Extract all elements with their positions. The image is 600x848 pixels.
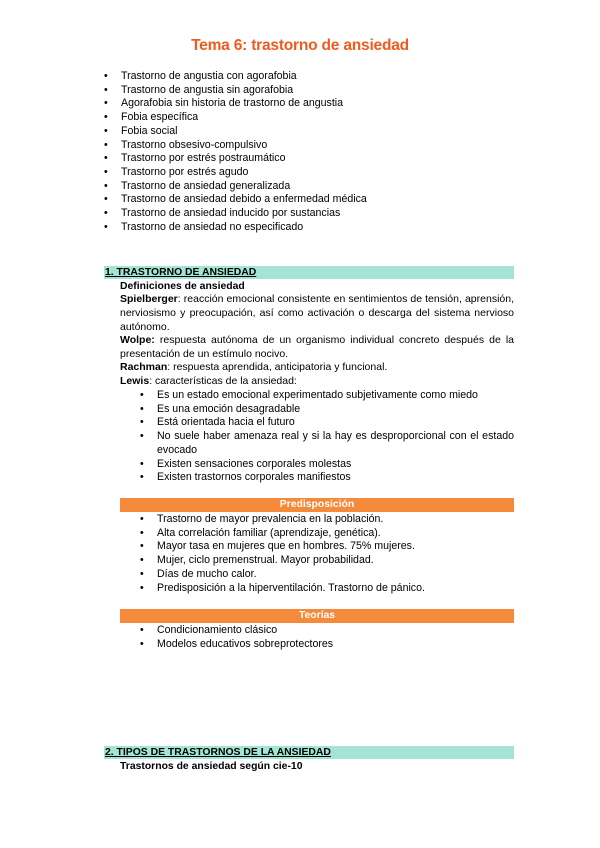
list-item: • Trastorno obsesivo-compulsivo: [104, 139, 367, 153]
wolpe-text: respuesta autónoma de un organismo individual concreto después de la presentación de un estímulo nocivo.: [120, 334, 514, 360]
list-item: • Alta correlación familiar (aprendizaje, genética).: [140, 527, 514, 541]
list-item: • Mujer, ciclo premenstrual. Mayor probabilidad.: [140, 554, 514, 568]
spielberger-text: : reacción emocional consistente en sentimientos de tensión, aprensión, nerviosismo y preocupación, así como activación o descarga del sistema nervioso autónomo.: [120, 293, 514, 333]
list-item: • No suele haber amenaza real y si la hay es desproporcional con el estado evocado: [140, 430, 514, 457]
list-item: • Existen sensaciones corporales molestas: [140, 458, 514, 472]
list-item: • Trastorno de angustia con agorafobia: [104, 70, 367, 84]
lewis-text: : características de la ansiedad:: [149, 375, 297, 387]
section-2-heading-text: 2. TIPOS DE TRASTORNOS DE LA ANSIEDAD: [105, 747, 331, 758]
section-1-heading-text: 1. TRASTORNO DE ANSIEDAD: [105, 267, 257, 278]
cie10-subheading: Trastornos de ansiedad según cie-10: [120, 761, 303, 772]
predisposicion-list: [140, 513, 514, 595]
definitions-subheading: Definiciones de ansiedad: [120, 281, 245, 292]
section-1-heading: [104, 266, 514, 279]
spielberger-name: Spielberger: [120, 293, 178, 305]
list-item: • Trastorno de ansiedad no especificado: [104, 221, 367, 235]
disorder-list: [104, 70, 367, 234]
wolpe-name: Wolpe:: [120, 334, 155, 346]
list-item: • Trastorno de ansiedad debido a enfermedad médica: [104, 193, 367, 207]
list-item: • Está orientada hacia el futuro: [140, 416, 514, 430]
lewis-characteristics-list: [140, 389, 514, 485]
page-title: Tema 6: trastorno de ansiedad: [191, 37, 409, 54]
teorias-heading: Teorías: [120, 609, 514, 623]
list-item: • Trastorno de angustia sin agorafobia: [104, 84, 367, 98]
list-item: • Fobia específica: [104, 111, 367, 125]
list-item: • Trastorno por estrés postraumático: [104, 152, 367, 166]
list-item: • Fobia social: [104, 125, 367, 139]
list-item: • Trastorno de mayor prevalencia en la población.: [140, 513, 514, 527]
teorias-list: [140, 624, 514, 651]
list-item: • Es un estado emocional experimentado subjetivamente como miedo: [140, 389, 514, 403]
spielberger-definition: [120, 293, 514, 334]
list-item: • Trastorno de ansiedad generalizada: [104, 180, 367, 194]
list-item: • Existen trastornos corporales manifiestos: [140, 471, 514, 485]
wolpe-definition: [120, 334, 514, 362]
rachman-name: Rachman: [120, 361, 168, 373]
list-item: • Trastorno de ansiedad inducido por sustancias: [104, 207, 367, 221]
rachman-text: : respuesta aprendida, anticipatoria y funcional.: [167, 361, 388, 373]
list-item: • Mayor tasa en mujeres que en hombres. 75% mujeres.: [140, 540, 514, 554]
rachman-definition: [120, 361, 514, 375]
list-item: • Predisposición a la hiperventilación. Trastorno de pánico.: [140, 582, 514, 596]
lewis-definition: [120, 375, 514, 389]
list-item: • Modelos educativos sobreprotectores: [140, 638, 514, 652]
list-item: • Agorafobia sin historia de trastorno de angustia: [104, 97, 367, 111]
list-item: • Días de mucho calor.: [140, 568, 514, 582]
lewis-name: Lewis: [120, 375, 150, 387]
list-item: • Trastorno por estrés agudo: [104, 166, 367, 180]
list-item: • Es una emoción desagradable: [140, 403, 514, 417]
section-2-heading: [104, 746, 514, 759]
list-item: • Condicionamiento clásico: [140, 624, 514, 638]
predisposicion-heading: Predisposición: [120, 498, 514, 512]
